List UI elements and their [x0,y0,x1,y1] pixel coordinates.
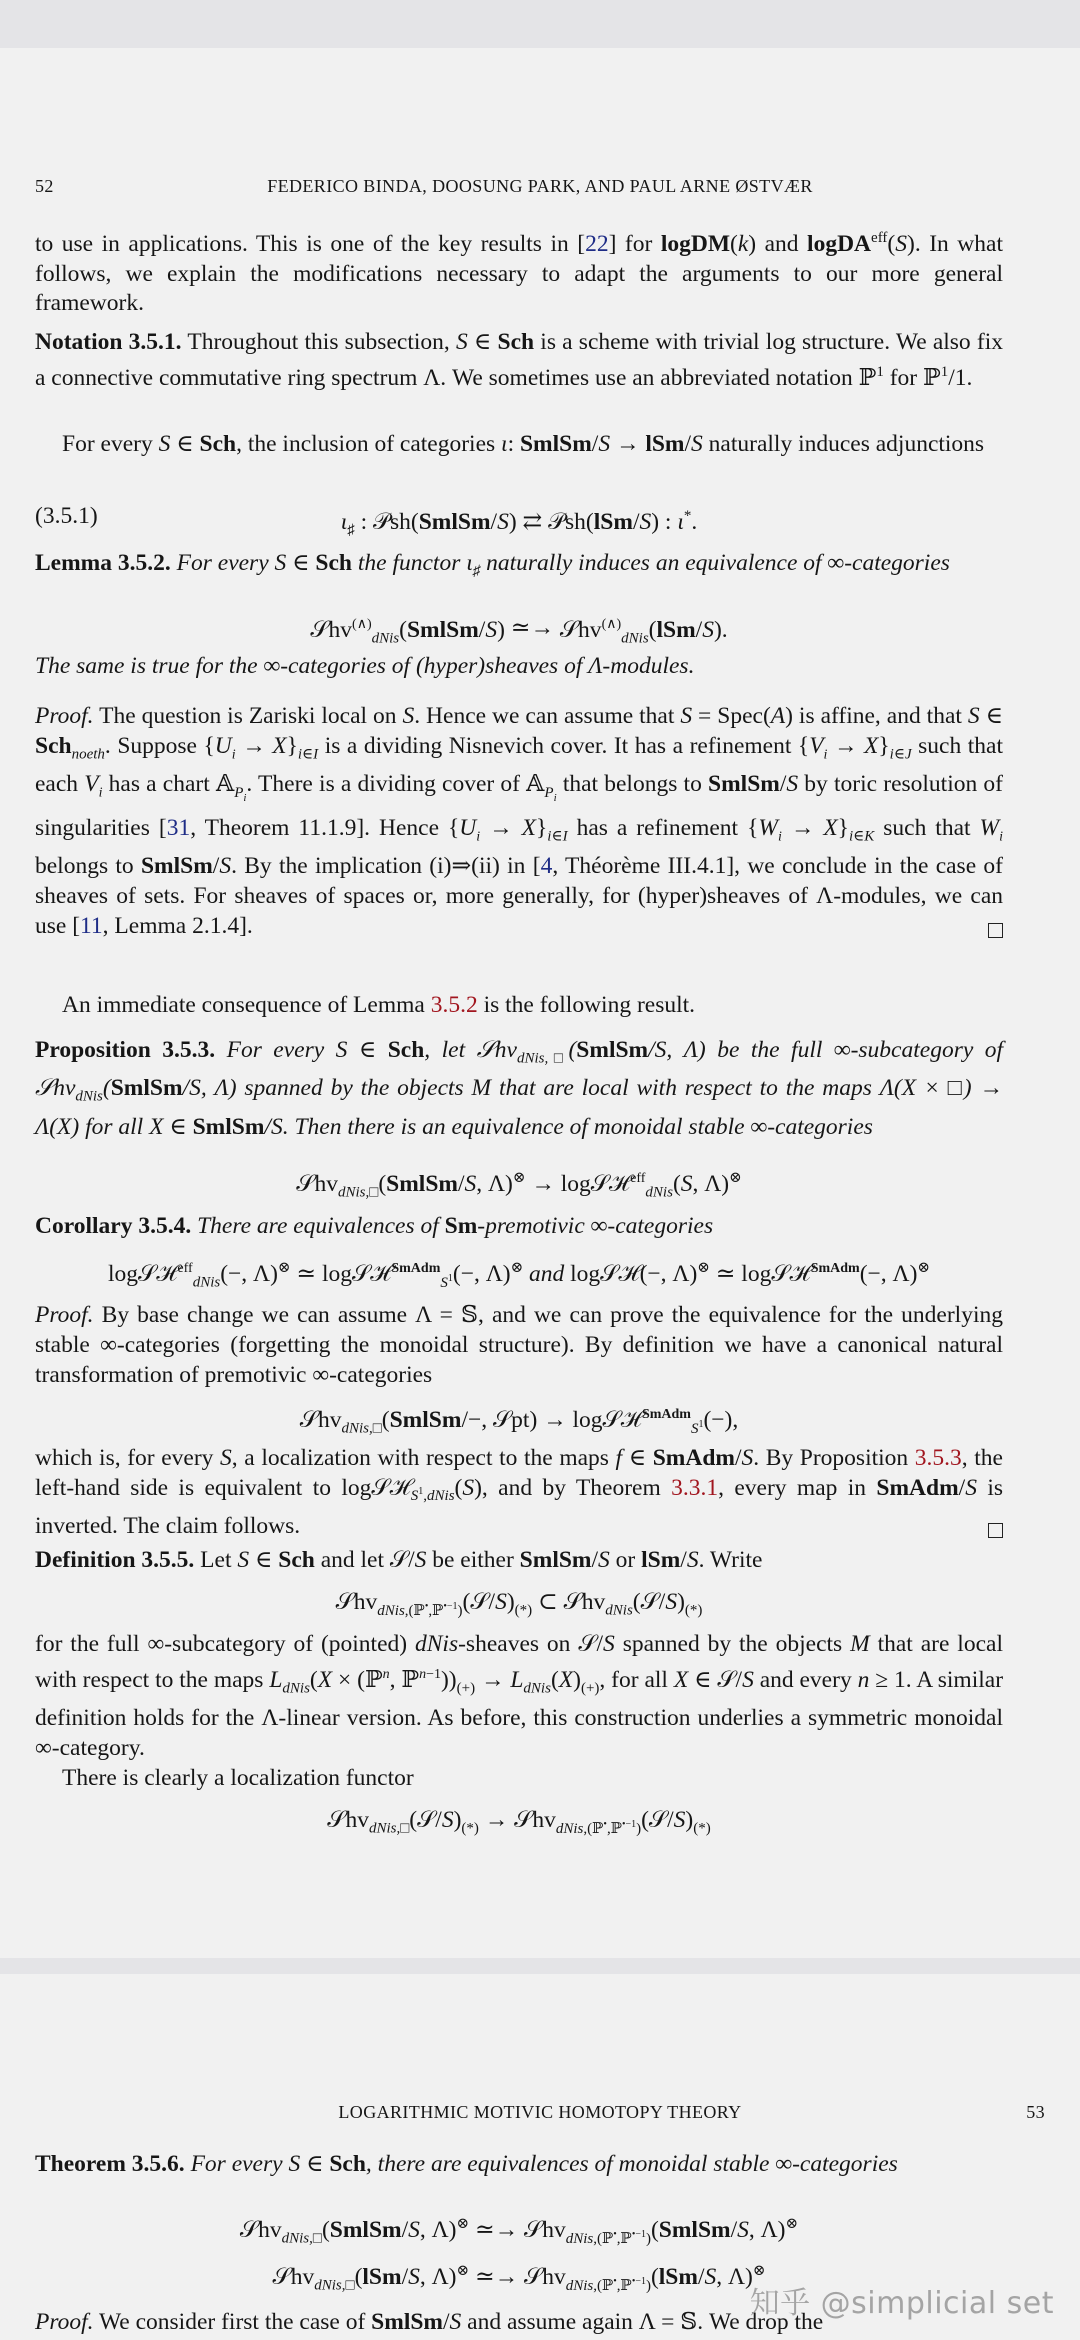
corollary-3-5-4: Corollary 3.5.4. There are equivalences of Sm-premotivic ∞-categories [35,1213,714,1239]
definition-tail: for the full ∞-subcategory of (pointed) dNis-sheaves on 𝒮/S spanned by the objects M that are local with respect to the maps $L_{dNis}(X$ × (ℙ$^n$, $ℙ^{n-1}))_{(+)} \to L_{dNis}(X)_{(+)}$, for all X ∈ 𝒮/S and every n ≥ 1. A similar definition holds for the Λ-linear version. As before, this construction underlies a symmetric monoidal ∞-category. [35,1631,1004,1761]
lemma-equation: 𝒮hv(∧)$_{dNis}$(SmlSm/S) ≃→ 𝒮hv(∧)$_{dNis}$(lSm/S). [310,614,728,647]
lemma-heading: Lemma 3.5.2. [35,550,171,576]
proof-corollary-3-5-4: Proof. By base change we can assume Λ = 𝕊, and we can prove the equivalence for the underlying stable ∞-categories (forgetting the monoidal structure). By definition we have a canonical natural transformation of premotivic ∞-categories [35,1302,1003,1388]
localization-paragraph: There is clearly a localization functor [62,1765,414,1791]
proposition-equation: 𝒮hv$_{dNis,□}$(SmlSm/S, Λ)⊗ → log𝒮ℋ$^{eff}_{dNis}$(S, Λ)⊗ [296,1170,742,1201]
citation-link[interactable]: 31 [166,814,191,841]
intro-paragraph: to use in applications. This is one of the key results in [22] for logDM(k) and logDA$^{eff}$(S). In what follows, we explain the modifications necessary to adapt the arguments to our more general framework. [35,230,1003,317]
proposition-ref-link[interactable]: 3.5.3 [914,1445,962,1471]
proof-start: Proof. We consider first the case of SmlSm/S and assume again Λ = 𝕊. We drop the [35,2309,824,2335]
definition-equation: $𝒮hv_{dNis,(ℙ^•,ℙ^{•-1})}(𝒮/S)_{(*)}$ ⊂ $𝒮hv_{dNis}(𝒮/S)_{(*)}$ [335,1589,703,1619]
theorem-equation-2: 𝒮hv$_{dNis,□}$(lSm/S, Λ)⊗ ≃→ 𝒮hv$_{dNis,(ℙ^•,ℙ^{•-1})}$(lSm/S, Λ)⊗ [272,2263,766,2294]
page-number: 52 [35,176,54,196]
proof-tail: which is, for every S, a localization with respect to the maps f ∈ SmAdm/S. By Proposition 3.5.3, the left-hand side is equivalent to log𝒮ℋ$_{S^1,dNis}$(S), and by Theorem 3.3.1, every map in SmAdm/S is inverted. The claim follows. [35,1445,1003,1540]
citation-link[interactable]: 22 [585,230,609,257]
theorem-3-5-6: Theorem 3.5.6. For every S ∈ Sch, there are equivalences of monoidal stable ∞-categories [35,2151,898,2177]
lemma-ref-link[interactable]: 3.5.2 [430,992,478,1018]
citation-link[interactable]: 11 [80,912,103,939]
adjunction-paragraph: For every S ∈ Sch, the inclusion of categories ι: SmlSm/S → lSm/S naturally induces adjunctions [62,431,985,457]
proof-heading: Proof. [35,703,94,729]
citation-link[interactable]: 4 [540,853,553,880]
corollary-equation: log𝒮ℋ$^{eff}_{dNis}$(−, Λ)⊗ ≃ log𝒮ℋ$^{SmAdm}_{S^1}$(−, Λ)⊗ and log𝒮ℋ(−, Λ)⊗ ≃ log𝒮ℋ$^{SmAdm}$(−, Λ)⊗ [107,1260,930,1291]
definition-3-5-5: Definition 3.5.5. Let S ∈ Sch and let 𝒮/S be either SmlSm/S or lSm/S. Write [35,1547,763,1573]
qed-box [988,1523,1003,1538]
equation-number: (3.5.1) [35,503,98,529]
page-52 [0,48,1080,1958]
lemma-tail: The same is true for the ∞-categories of (hyper)sheaves of Λ-modules. [35,653,695,679]
notation-heading: Notation 3.5.1. [35,329,182,355]
proposition-3-5-3: Proposition 3.5.3. For every S ∈ Sch, let 𝒮hv$_{dNis,□}$(SmlSm/S, Λ) be the full ∞-subcategory of 𝒮hv$_{dNis}$(SmlSm/S, Λ) spanned by the objects M that are local with respect to the maps Λ(X × □) → Λ(X) for all X ∈ SmlSm/S. Then there is an equivalence of monoidal stable ∞-categories [35,1037,1004,1140]
corollary-heading: Corollary 3.5.4. [35,1213,192,1239]
equation-3-5-1: (3.5.1) $\iota_♯$ : 𝒫sh(SmlSm/S) ⇄ 𝒫sh(lSm/S) : ι*. [35,503,698,539]
theorem-heading: Theorem 3.5.6. [35,2151,185,2177]
localization-equation: $𝒮hv_{dNis,□}(𝒮/S)_{(*)}$ → $𝒮hv_{dNis,(ℙ^•,ℙ^{•-1})}(𝒮/S)_{(*)}$ [327,1807,711,1837]
consequence-paragraph: An immediate consequence of Lemma 3.5.2 is the following result. [62,992,696,1018]
definition-heading: Definition 3.5.5. [35,1547,195,1573]
proof-heading: Proof. [35,1302,94,1328]
proof-equation: 𝒮hv$_{dNis,□}$(SmlSm/−, 𝒮pt) → log𝒮ℋ$^{SmAdm}_{S^1}$(−), [299,1406,739,1437]
notation-3-5-1: Notation 3.5.1. Throughout this subsection, S ∈ Sch is a scheme with trivial log structure. We also fix a connective commutative ring spectrum Λ. We sometimes use an abbreviated notation ℙ$^1$ for ℙ$^1$/1. [35,329,1003,391]
page-number: 53 [1026,2102,1045,2122]
theorem-equation-1: 𝒮hv$_{dNis,□}$(SmlSm/S, Λ)⊗ ≃→ 𝒮hv$_{dNis,(ℙ^•,ℙ^{•-1})}$(SmlSm/S, Λ)⊗ [239,2216,799,2247]
qed-box [988,923,1003,938]
watermark: 知乎 @simplicial set [749,2286,1054,2321]
lemma-3-5-2: Lemma 3.5.2. For every S ∈ Sch the functor $\iota_♯$ naturally induces an equivalence of ∞-categories [35,550,950,580]
running-head-title: LOGARITHMIC MOTIVIC HOMOTOPY THEORY [338,2102,742,2122]
theorem-ref-link[interactable]: 3.3.1 [671,1474,719,1501]
proof-lemma-3-5-2: Proof. The question is Zariski local on S. Hence we can assume that S = Spec(A) is affine, and that S ∈ Sch$_{noeth}$. Suppose $\{U_i \to X\}_{i\in I}$ is a dividing Nisnevich cover. It has a refinement $\{V_i \to X\}_{i\in J}$ such that each $V_i$ has a chart 𝔸$_{P_i}$. There is a dividing cover of 𝔸$_{P_i}$ that belongs to SmlSm/S by toric resolution of singularities [31, Theorem 11.1.9]. Hence $\{U_i \to X\}_{i\in I}$ has a refinement $\{W_i \to X\}_{i\in K}$ such that $W_i$ belongs to SmlSm/S. By the implication (i)⇒(ii) in [4, Théorème III.4.1], we conclude in the case of sheaves of sets. For sheaves of spaces or, more generally, for (hyper)sheaves of Λ-modules, we can use [11, Lemma 2.1.4]. [35,703,1004,939]
proposition-heading: Proposition 3.5.3. [35,1037,216,1063]
running-head-authors: FEDERICO BINDA, DOOSUNG PARK, AND PAUL ARNE ØSTVÆR [267,176,813,196]
